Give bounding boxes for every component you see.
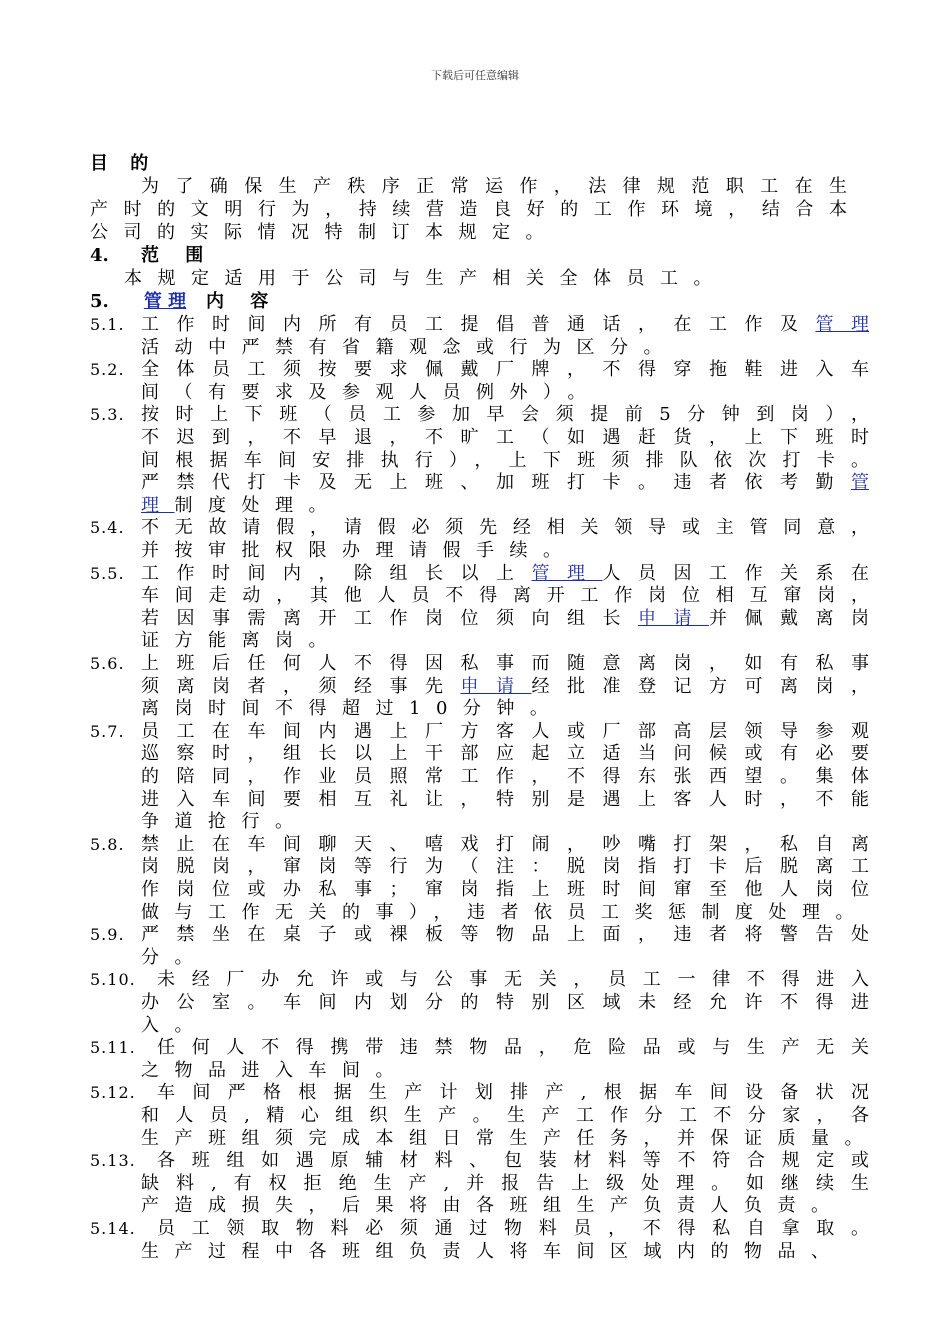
text-segment: 的陪同，作业员照常工作，不得东张西望。集体 xyxy=(141,766,869,787)
purpose-line-2: 产时的文明行为，持续营造良好的工作环境，结合本 xyxy=(90,199,847,220)
text-segment: 禁止在车间聊天、嘻戏打闹，吵嘴打架，私自离 xyxy=(141,833,869,855)
item-text-line xyxy=(141,789,869,811)
text-segment: 做与工作无关的事），违者依员工奖惩制度处理。 xyxy=(141,901,869,923)
text-segment: 缺料,有权拒绝生产,并报告上级处理。如继续生 xyxy=(141,1172,869,1194)
text-segment: 制度处理。 xyxy=(174,494,342,516)
scope-text: 本规定适用于公司与生产相关全体员工。 xyxy=(124,268,727,289)
item-text-line xyxy=(141,947,208,969)
item-text-line xyxy=(141,1195,845,1217)
text-segment: 间（有要求及参观人员例外）。 xyxy=(141,381,601,403)
term-link[interactable]: 管理 xyxy=(531,562,603,584)
item-text-line xyxy=(141,359,869,381)
text-segment: 员工在车间内遇上厂方客人或厂部高层领导参观 xyxy=(141,720,869,742)
item-text-line xyxy=(141,608,869,630)
term-link[interactable]: 申请 xyxy=(460,675,532,697)
item-text-line xyxy=(157,1150,869,1172)
item-number: 5.8. xyxy=(90,834,125,854)
item-text-line xyxy=(141,404,869,426)
term-link[interactable]: 理 xyxy=(141,494,175,516)
content-heading-rest: 内 容 xyxy=(206,291,279,312)
text-segment: 若因事需离开工作岗位须向组长 xyxy=(141,607,638,629)
item-text-line xyxy=(141,834,869,856)
item-text-line xyxy=(141,698,563,720)
item-text-line xyxy=(141,585,869,607)
item-text-line xyxy=(141,721,869,743)
item-number: 5.11. xyxy=(90,1038,136,1058)
item-text-line xyxy=(141,314,869,336)
text-segment: 离岗时间不得超过10分钟。 xyxy=(141,698,564,720)
item-number: 5.1. xyxy=(90,315,125,334)
item-text-line xyxy=(141,1241,845,1263)
text-segment: 生产班组须完成本组日常生产任务，并保证质量。 xyxy=(141,1127,878,1149)
text-segment: 车间严格根据生产计划排产,根据车间设备状况 xyxy=(157,1082,869,1104)
text-segment: 各班组如遇原辅材料、包装材料等不符合规定或 xyxy=(157,1150,869,1172)
text-segment: 不迟到，不早退，不旷工（如遇赶货，上下班时 xyxy=(141,427,869,448)
item-text-line xyxy=(141,495,342,517)
text-segment: 间根据车间安排执行），上下班须排队依次打卡。 xyxy=(141,449,869,471)
purpose-heading: 目 的 xyxy=(90,153,157,174)
item-text-line xyxy=(157,1082,869,1104)
item-text-line xyxy=(141,540,577,562)
text-segment: 严禁坐在桌子或裸板等物品上面，违者将警告处 xyxy=(141,924,869,946)
text-segment: 员工领取物料必须通过物料员，不得私自拿取。 xyxy=(157,1218,869,1239)
text-segment: 按时上下班（员工参加早会须提前5分钟到岗）， xyxy=(141,404,869,426)
item-number: 5.13. xyxy=(90,1151,136,1171)
text-segment: 活动中严禁有省籍观念或行为区分。 xyxy=(141,336,677,358)
text-segment: 未经厂办允许或与公事无关，员工一律不得进入 xyxy=(157,969,869,991)
text-segment: 人员因工作关系在 xyxy=(602,562,869,584)
scope-number: 4. xyxy=(90,245,109,266)
text-segment: 之物品进入车间。 xyxy=(141,1059,409,1081)
item-text-line xyxy=(141,630,342,652)
term-link[interactable]: 管理 xyxy=(815,314,869,335)
text-segment: 入。 xyxy=(141,1014,208,1036)
item-text-line xyxy=(141,382,601,404)
item-text-line xyxy=(141,902,869,924)
text-segment: 不无故请假，请假必须先经相关领导或主管同意， xyxy=(141,517,869,539)
text-segment: 岗脱岗，窜岗等行为（注：脱岗指打卡后脱离工 xyxy=(141,856,869,878)
item-text-line xyxy=(141,879,869,901)
item-text-line xyxy=(141,337,677,359)
text-segment: 工作时间内，除组长以上 xyxy=(141,562,532,584)
text-segment: 和人员,精心组织生产。生产工作分工不分家，各 xyxy=(141,1105,869,1126)
text-segment: 全体员工须按要求佩戴厂牌，不得穿拖鞋进入车 xyxy=(141,359,869,381)
item-text-line xyxy=(141,676,869,698)
item-text-line xyxy=(141,766,869,788)
text-segment: 严禁代打卡及无上班、加班打卡。违者依考勤 xyxy=(141,472,851,494)
item-text-line xyxy=(141,450,869,472)
text-segment: 巡察时，组长以上干部应起立适当问候或有必要 xyxy=(141,743,869,765)
text-segment: 作岗位或办私事；窜岗指上班时间窜至他人岗位 xyxy=(141,879,869,900)
item-number: 5.3. xyxy=(90,405,125,425)
text-segment: 车间走动，其他人员不得离开工作岗位相互窜岗， xyxy=(141,585,869,607)
item-text-line xyxy=(141,1105,869,1127)
text-segment: 并佩戴离岗 xyxy=(709,607,869,629)
content-heading xyxy=(124,291,278,313)
content-number: 5. xyxy=(90,291,109,312)
purpose-line-1: 为了确保生产秩序正常运作，法律规范职工在生 xyxy=(141,176,847,197)
item-text-line xyxy=(141,1128,878,1150)
item-text-line xyxy=(141,653,869,675)
text-segment: 须离岗者，须经事先 xyxy=(141,675,461,697)
text-segment: 产造成损失，后果将由各班组生产负责人负责。 xyxy=(141,1195,845,1217)
item-text-line xyxy=(141,992,869,1014)
item-text-line xyxy=(141,1060,409,1082)
page-header: 下载后可任意编辑 xyxy=(431,69,519,82)
purpose-line-3: 公司的实际情况特制订本规定。 xyxy=(90,222,559,243)
item-text-line xyxy=(157,1037,869,1059)
text-segment: 证方能离岗。 xyxy=(141,630,342,652)
item-text-line xyxy=(141,517,869,539)
item-text-line xyxy=(141,811,309,833)
term-link[interactable]: 申请 xyxy=(638,607,709,629)
item-number: 5.12. xyxy=(90,1083,136,1103)
item-text-line xyxy=(141,1173,869,1195)
text-segment: 并按审批权限办理请假手续。 xyxy=(141,540,577,561)
text-segment: 分。 xyxy=(141,946,208,968)
text-segment: 进入车间要相互礼让，特别是遇上客人时，不能 xyxy=(141,788,869,810)
item-text-line xyxy=(141,1015,208,1037)
item-text-line xyxy=(157,969,869,991)
text-segment: 争道抢行。 xyxy=(141,811,309,833)
item-number: 5.4. xyxy=(90,518,125,538)
item-number: 5.5. xyxy=(90,563,125,583)
item-text-line xyxy=(141,743,869,765)
item-text-line xyxy=(141,563,869,585)
text-segment: 任何人不得携带违禁物品，危险品或与生产无关 xyxy=(157,1037,869,1059)
item-text-line xyxy=(157,1218,869,1240)
text-segment: 生产过程中各班组负责人将车间区域内的物品、 xyxy=(141,1240,845,1262)
item-number: 5.7. xyxy=(90,721,125,741)
item-text-line xyxy=(141,472,869,494)
item-text-line xyxy=(141,427,869,449)
item-number: 5.9. xyxy=(90,925,125,945)
text-segment: 工作时间内所有员工提倡普通话，在工作及 xyxy=(141,314,816,335)
text-segment: 上班后任何人不得因私事而随意离岗，如有私事 xyxy=(141,653,869,674)
content-heading-link[interactable]: 管 理 xyxy=(143,291,187,312)
item-number: 5.14. xyxy=(90,1219,136,1238)
item-text-line xyxy=(141,924,869,946)
scope-heading: 范 围 xyxy=(141,245,214,266)
text-segment: 经批准登记方可离岗， xyxy=(531,675,869,697)
item-number: 5.2. xyxy=(90,360,125,380)
text-segment: 办公室。车间内划分的特别区域未经允许不得进 xyxy=(141,992,869,1013)
item-number: 5.6. xyxy=(90,654,125,673)
term-link[interactable]: 管 xyxy=(851,472,869,494)
item-text-line xyxy=(141,856,869,878)
item-number: 5.10. xyxy=(90,970,136,990)
